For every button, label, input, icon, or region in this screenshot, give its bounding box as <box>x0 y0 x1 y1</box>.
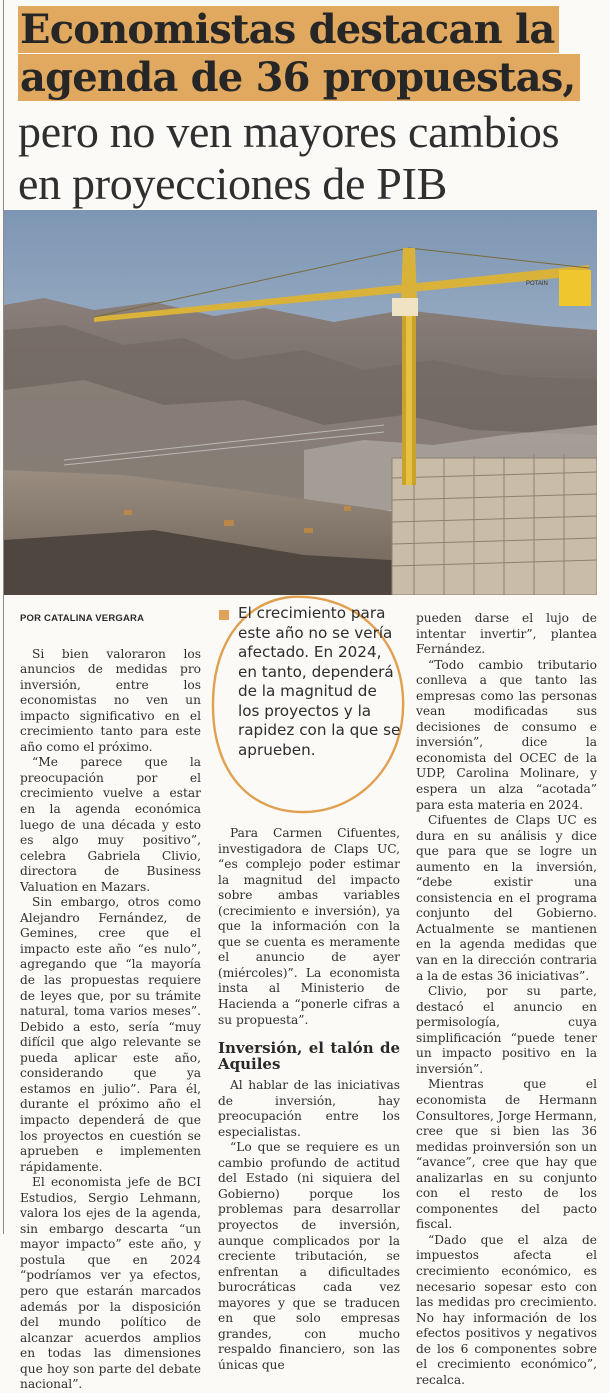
paragraph: Mientras que el economista de Hermann Consultores, Jorge Hermann, cree que si bien las 36 medidas proinversión son un “avance”, cree que hay que analizarlas en su conjunto con el resto de los componentes del pacto fiscal. <box>416 1077 597 1232</box>
page-left-rule <box>3 0 4 1234</box>
construction-crane-mountains-icon <box>4 210 597 595</box>
paragraph: “Todo cambio tributario conlleva a que tanto las empresas como las personas vean modificadas sus decisiones de consumo e inversión”, dice la economista del OCEC de la UDP, Carolina Molinare, y espera un alza “acotada” para esta materia en 2024. <box>416 657 597 812</box>
paragraph: Si bien valoraron los anuncios de medidas pro inversión, entre los economistas no ven un impacto significativo en el crecimiento tanto para este año como el próximo. <box>20 646 201 754</box>
headline-deck <box>18 106 603 210</box>
paragraph: Sin embargo, otros como Alejandro Fernández, de Gemines, cree que el impacto este año “es nulo”, agregando que “la mayoría de las propuestas requiere de leyes que, por su trámite natural, toma varios meses”. Debido a esto, sería “muy difícil que algo relevante se pueda aplicar este año, considerando que ya estamos en julio”. Para él, durante el próximo año el impacto dependerá de que los proyectos en cuestión se aprueben e implementen rápidamente. <box>20 895 201 1174</box>
headline-bold <box>18 6 603 102</box>
pull-quote-marker <box>219 610 229 620</box>
paragraph: “Dado que el alza de impuestos afecta el crecimiento económico, es necesario sopesar esto con las medidas pro crecimiento. No hay información de los efectos positivos y negativos de los 6 componentes sobre el crecimiento económico”, recalca. <box>416 1232 597 1387</box>
news-photo <box>4 210 597 595</box>
crane-label: POTAIN <box>526 281 548 287</box>
headline-deck-line-2: en proyecciones de PIB <box>18 158 447 209</box>
scaffolding-structure <box>392 454 597 595</box>
paragraph: “Me parece que la preocupación por el crecimiento vuelve a estar en la agenda económica luego de una década y esto es algo muy positivo”, celebra Gabriela Clivio, directora de Business Valuation en Mazars. <box>20 755 201 894</box>
paragraph: Cifuentes de Claps UC es dura en su análisis y dice que para que se logre un aumento en la inversión, “debe existir una consistencia en el programa conjunto del Gobierno. Actualmente se mantienen en la agenda medidas que van en la dirección contraria a la de estas 36 iniciativas”. <box>416 813 597 983</box>
section-subhead: Inversión, el talón de Aquiles <box>218 1039 400 1074</box>
headline-bold-line-1: Economistas destacan la <box>18 6 559 53</box>
paragraph: El economista jefe de BCI Estudios, Sergio Lehmann, valora los ejes de la agenda, sin embargo descarta “un mayor impacto” este año, y postula que en 2024 “podríamos ver ya efectos, pero que estarán marcados además por la disposición del mundo político de alcanzar acuerdos amplios en todas las dimensiones que hoy son parte del debate nacional”. <box>20 1175 201 1392</box>
paragraph: “Lo que se requiere es un cambio profundo de actitud del Estado (ni siquiera del Gobierno) porque los problemas para desarrollar proyectos de inversión, aunque complicados por la creciente tributación, se enfrentan a dificultades burocráticas cada vez mayores y que se traducen en que solo empresas grandes, con mucho respaldo financiero, son las únicas que <box>218 1140 400 1372</box>
headline-deck-line-1: pero no ven mayores cambios <box>18 106 560 157</box>
paragraph: Al hablar de las iniciativas de inversión, hay preocupación entre los especialistas. <box>218 1078 400 1139</box>
column-3 <box>416 611 597 1388</box>
pull-quote-text: El crecimiento para este año no se vería afectado. En 2024, en tanto, dependerá de la magnitud de los proyectos y la rapidez con la que se aprueben. <box>238 604 401 759</box>
paragraph: pueden darse el lujo de intentar invertir”, plantea Fernández. <box>416 611 597 657</box>
paragraph: Clivio, por su parte, destacó el anuncio en permisología, cuya simplificación “puede tener un impacto positivo en la inversión”. <box>416 984 597 1076</box>
byline: POR CATALINA VERGARA <box>20 613 145 624</box>
headline-bold-line-2: agenda de 36 propuestas, <box>18 54 580 101</box>
column-2 <box>218 826 400 1374</box>
pull-quote <box>218 604 403 760</box>
paragraph: Para Carmen Cifuentes, investigadora de Claps UC, “es complejo poder estimar la magnitud del impacto sobre ambas variables (crecimiento e inversión), ya que la información con la que se cuenta es meramente el anuncio de ayer (miércoles)”. La economista insta al Ministerio de Hacienda a “ponerle cifras a su propuesta”. <box>218 826 400 1027</box>
column-1 <box>20 611 201 1393</box>
headline <box>18 6 603 210</box>
